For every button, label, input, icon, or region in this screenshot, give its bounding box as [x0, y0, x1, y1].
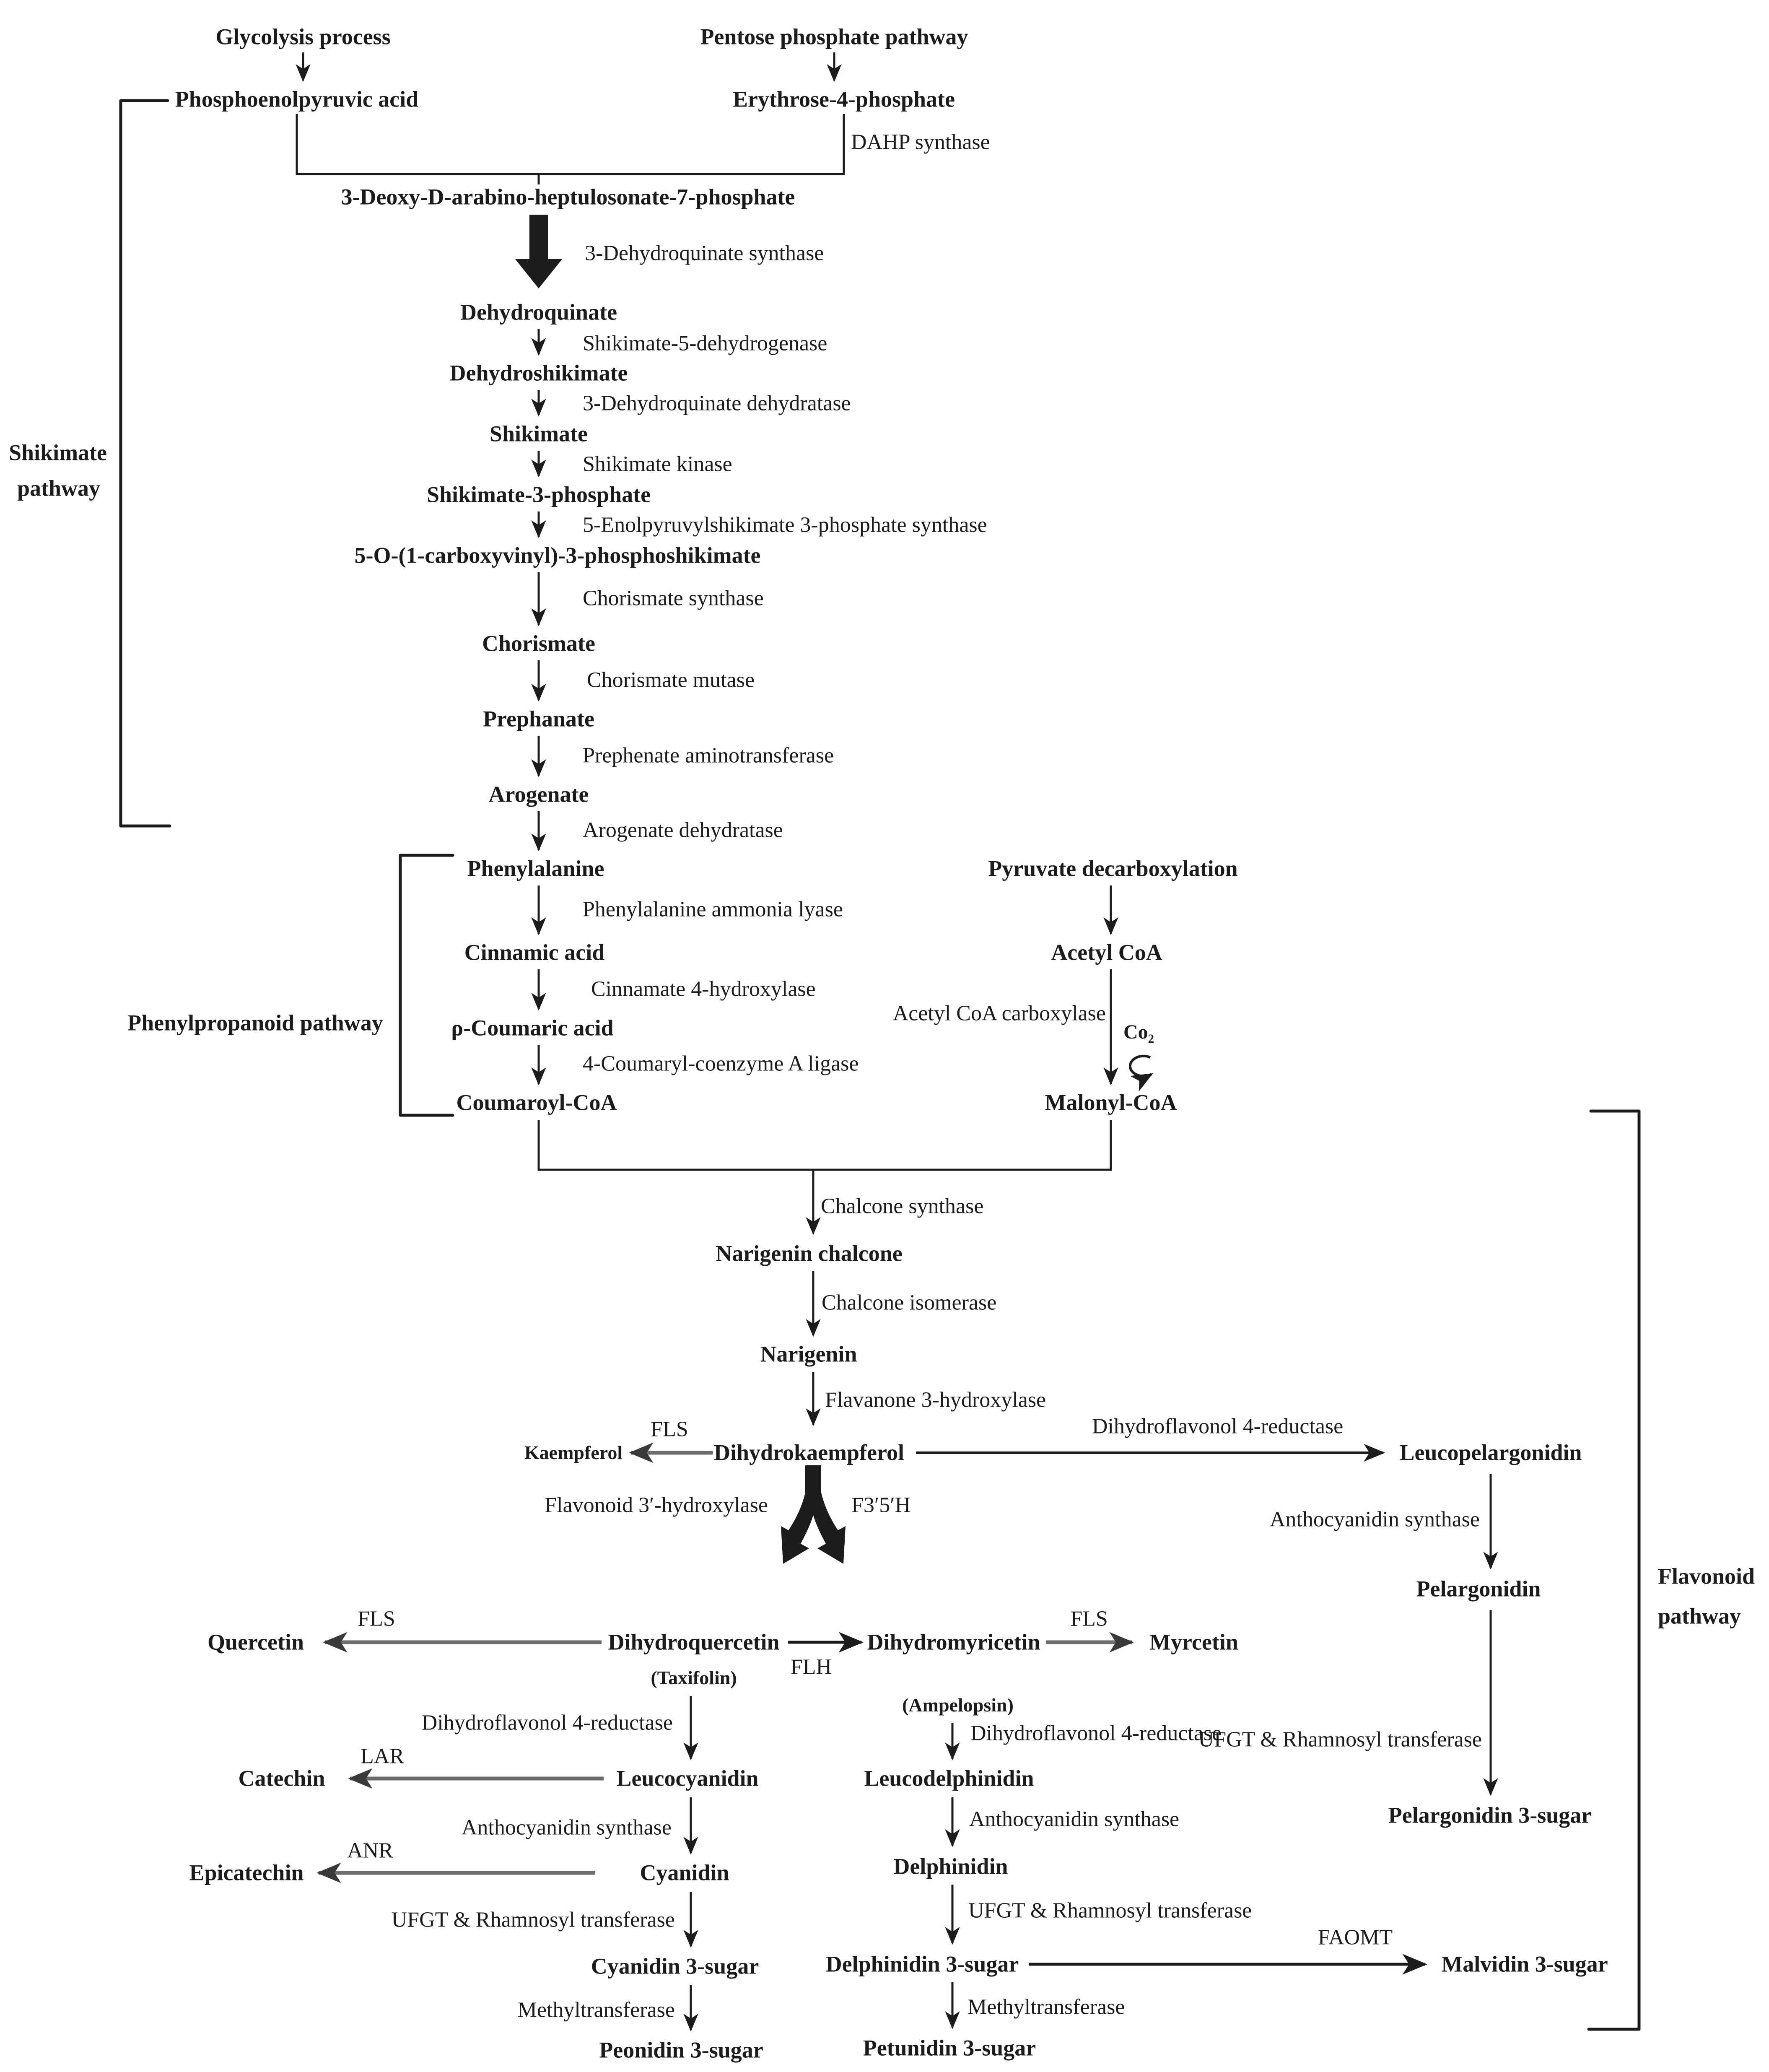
- node-dehydroshikimate: Dehydroshikimate: [449, 360, 628, 386]
- enzyme-dahp-synthase: DAHP synthase: [851, 130, 990, 154]
- node-delphinidin: Delphinidin: [893, 1854, 1008, 1879]
- enzyme-flh: FLH: [790, 1655, 832, 1679]
- node-pentose-phosphate-pathway: Pentose phosphate pathway: [700, 24, 968, 49]
- enzyme-methyltransferase-mid: Methyltransferase: [968, 1995, 1125, 2019]
- enzyme-faomt: FAOMT: [1318, 1925, 1393, 1950]
- enzyme-anthocyanidin-synthase-right: Anthocyanidin synthase: [1269, 1507, 1480, 1532]
- node-catechin: Catechin: [238, 1766, 325, 1791]
- node-flavonoid-pathway-label-line2: pathway: [1658, 1603, 1741, 1629]
- node-ampelopsin: (Ampelopsin): [902, 1694, 1014, 1716]
- enzyme-chorismate-mutase: Chorismate mutase: [587, 668, 755, 692]
- node-dihydrokaempferol: Dihydrokaempferol: [713, 1440, 905, 1465]
- enzyme-cinnamate-4-hydroxylase: Cinnamate 4-hydroxylase: [591, 977, 816, 1001]
- node-acetyl-coa: Acetyl CoA: [1051, 940, 1162, 965]
- node-pelargonidin-3-sugar: Pelargonidin 3-sugar: [1388, 1802, 1592, 1828]
- enzyme-ufgt-rhamnosyl-left: UFGT & Rhamnosyl transferase: [391, 1908, 675, 1932]
- node-dihydromyricetin: Dihydromyricetin: [867, 1629, 1040, 1655]
- enzyme-chalcone-isomerase: Chalcone isomerase: [822, 1290, 997, 1315]
- node-prephanate: Prephanate: [483, 706, 594, 732]
- enzyme-dehydroquinate-dehydratase: 3-Dehydroquinate dehydratase: [583, 391, 851, 415]
- co2-release-curl: [1130, 1056, 1152, 1076]
- enzyme-shikimate-5-dehydrogenase: Shikimate-5-dehydrogenase: [583, 331, 827, 356]
- enzyme-chalcone-synthase: Chalcone synthase: [821, 1194, 984, 1218]
- node-cinnamic-acid: Cinnamic acid: [464, 940, 605, 965]
- node-phenylalanine: Phenylalanine: [467, 856, 604, 881]
- node-pelargonidin: Pelargonidin: [1416, 1576, 1541, 1602]
- malonyl-branch-arrows: [1111, 885, 1152, 1084]
- enzyme-shikimate-kinase: Shikimate kinase: [583, 452, 732, 476]
- node-narigenin: Narigenin: [760, 1341, 857, 1367]
- thick-arrow-dehydroquinate-synthase: [515, 215, 562, 288]
- node-malvidin-3-sugar: Malvidin 3-sugar: [1441, 1951, 1608, 1977]
- node-co2: Co₂: [1123, 1020, 1154, 1043]
- node-dihydroquercetin: Dihydroquercetin: [608, 1629, 780, 1655]
- merge-bracket-pep-e4p: [297, 114, 844, 174]
- enzyme-eps-synthase: 5-Enolpyruvylshikimate 3-phosphate synthase: [583, 513, 987, 537]
- enzyme-flavonoid-3-hydroxylase: Flavonoid 3′-hydroxylase: [545, 1493, 768, 1517]
- bracket-flavonoid-pathway: [1589, 1111, 1639, 2029]
- node-phenylpropanoid-pathway-label: Phenylpropanoid pathway: [127, 1010, 383, 1036]
- node-coumaric-acid: ρ-Coumaric acid: [451, 1015, 614, 1041]
- node-delphinidin-3-sugar: Delphinidin 3-sugar: [825, 1951, 1019, 1977]
- node-dahp: 3-Deoxy-D-arabino-heptulosonate-7-phosphate: [341, 184, 795, 210]
- enzyme-chorismate-synthase: Chorismate synthase: [583, 586, 764, 610]
- node-shikimate-pathway-label-line1: Shikimate: [8, 440, 107, 465]
- enzyme-methyltransferase-left: Methyltransferase: [517, 1998, 675, 2022]
- source-arrows: [303, 52, 834, 80]
- node-erythrose-4-phosphate: Erythrose-4-phosphate: [732, 86, 955, 112]
- node-leucopelargonidin: Leucopelargonidin: [1399, 1440, 1582, 1465]
- thick-fork-arrow-f3h-f35h: [781, 1465, 846, 1564]
- node-cyanidin-3-sugar: Cyanidin 3-sugar: [591, 1953, 759, 1979]
- node-arogenate: Arogenate: [488, 782, 589, 807]
- enzyme-phenylalanine-ammonia-lyase: Phenylalanine ammonia lyase: [583, 897, 843, 922]
- dahp-merge: [297, 114, 844, 184]
- node-cyanidin: Cyanidin: [640, 1860, 729, 1885]
- enzyme-dfr-leucocyanidin: Dihydroflavonol 4-reductase: [421, 1711, 673, 1735]
- enzyme-fls-myrcetin: FLS: [1070, 1607, 1108, 1631]
- enzyme-anthocyanidin-synthase-left: Anthocyanidin synthase: [461, 1815, 672, 1840]
- node-phosphoenolpyruvic-acid: Phosphoenolpyruvic acid: [175, 86, 419, 112]
- enzyme-acetyl-coa-carboxylase: Acetyl CoA carboxylase: [892, 1001, 1106, 1026]
- node-dehydroquinate: Dehydroquinate: [460, 299, 617, 325]
- enzyme-lar: LAR: [361, 1744, 404, 1768]
- enzyme-flavanone-3-hydroxylase: Flavanone 3-hydroxylase: [825, 1388, 1046, 1412]
- enzyme-anr: ANR: [347, 1838, 393, 1863]
- enzyme-dehydroquinate-synthase: 3-Dehydroquinate synthase: [585, 241, 824, 265]
- node-narigenin-chalcone: Narigenin chalcone: [716, 1241, 903, 1266]
- node-leucodelphinidin: Leucodelphinidin: [864, 1766, 1034, 1791]
- node-leucocyanidin: Leucocyanidin: [616, 1766, 759, 1791]
- node-shikimate: Shikimate: [489, 421, 588, 447]
- enzyme-dfr-leucopelargonidin: Dihydroflavonol 4-reductase: [1092, 1414, 1344, 1438]
- node-flavonoid-pathway-label-line1: Flavonoid: [1658, 1563, 1755, 1589]
- node-malonyl-coa: Malonyl-CoA: [1045, 1090, 1177, 1115]
- enzyme-dfr-leucodelphinidin: Dihydroflavonol 4-reductase: [970, 1721, 1222, 1745]
- enzyme-f35h: F3′5′H: [851, 1493, 911, 1517]
- node-peonidin-3-sugar: Peonidin 3-sugar: [599, 2037, 763, 2063]
- enzyme-anthocyanidin-synthase-mid: Anthocyanidin synthase: [969, 1807, 1180, 1831]
- enzyme-prephenate-aminotransferase: Prephenate aminotransferase: [583, 743, 834, 768]
- node-pyruvate-decarboxylation: Pyruvate decarboxylation: [988, 856, 1238, 881]
- merge-bracket-coumaroyl-malonyl: [539, 1120, 1111, 1170]
- node-petunidin-3-sugar: Petunidin 3-sugar: [863, 2035, 1036, 2061]
- node-epicatechin: Epicatechin: [189, 1860, 304, 1885]
- node-carboxyvinyl-phosphoshikimate: 5-O-(1-carboxyvinyl)-3-phosphoshikimate: [354, 543, 761, 568]
- node-shikimate-3-phosphate: Shikimate-3-phosphate: [426, 482, 651, 507]
- enzyme-fls-quercetin: FLS: [358, 1607, 395, 1631]
- bracket-phenylpropanoid-pathway: [400, 855, 453, 1115]
- node-shikimate-pathway-label-line2: pathway: [17, 475, 101, 501]
- node-quercetin: Quercetin: [208, 1629, 304, 1655]
- bracket-shikimate-pathway: [121, 101, 170, 826]
- enzyme-arogenate-dehydratase: Arogenate dehydratase: [583, 818, 783, 842]
- node-chorismate: Chorismate: [482, 631, 595, 656]
- enzyme-fls-kaempferol: FLS: [651, 1417, 688, 1441]
- enzyme-ufgt-rhamnosyl-mid: UFGT & Rhamnosyl transferase: [968, 1898, 1252, 1923]
- node-myrcetin: Myrcetin: [1149, 1629, 1238, 1655]
- node-coumaroyl-coa: Coumaroyl-CoA: [456, 1090, 617, 1115]
- node-kaempferol: Kaempferol: [524, 1441, 623, 1463]
- enzyme-ufgt-rhamnosyl-right: UFGT & Rhamnosyl transferase: [1198, 1727, 1482, 1752]
- node-glycolysis-process: Glycolysis process: [215, 24, 391, 49]
- node-taxifolin: (Taxifolin): [651, 1667, 737, 1688]
- enzyme-coumaryl-coenzyme-a-ligase: 4-Coumaryl-coenzyme A ligase: [583, 1052, 859, 1076]
